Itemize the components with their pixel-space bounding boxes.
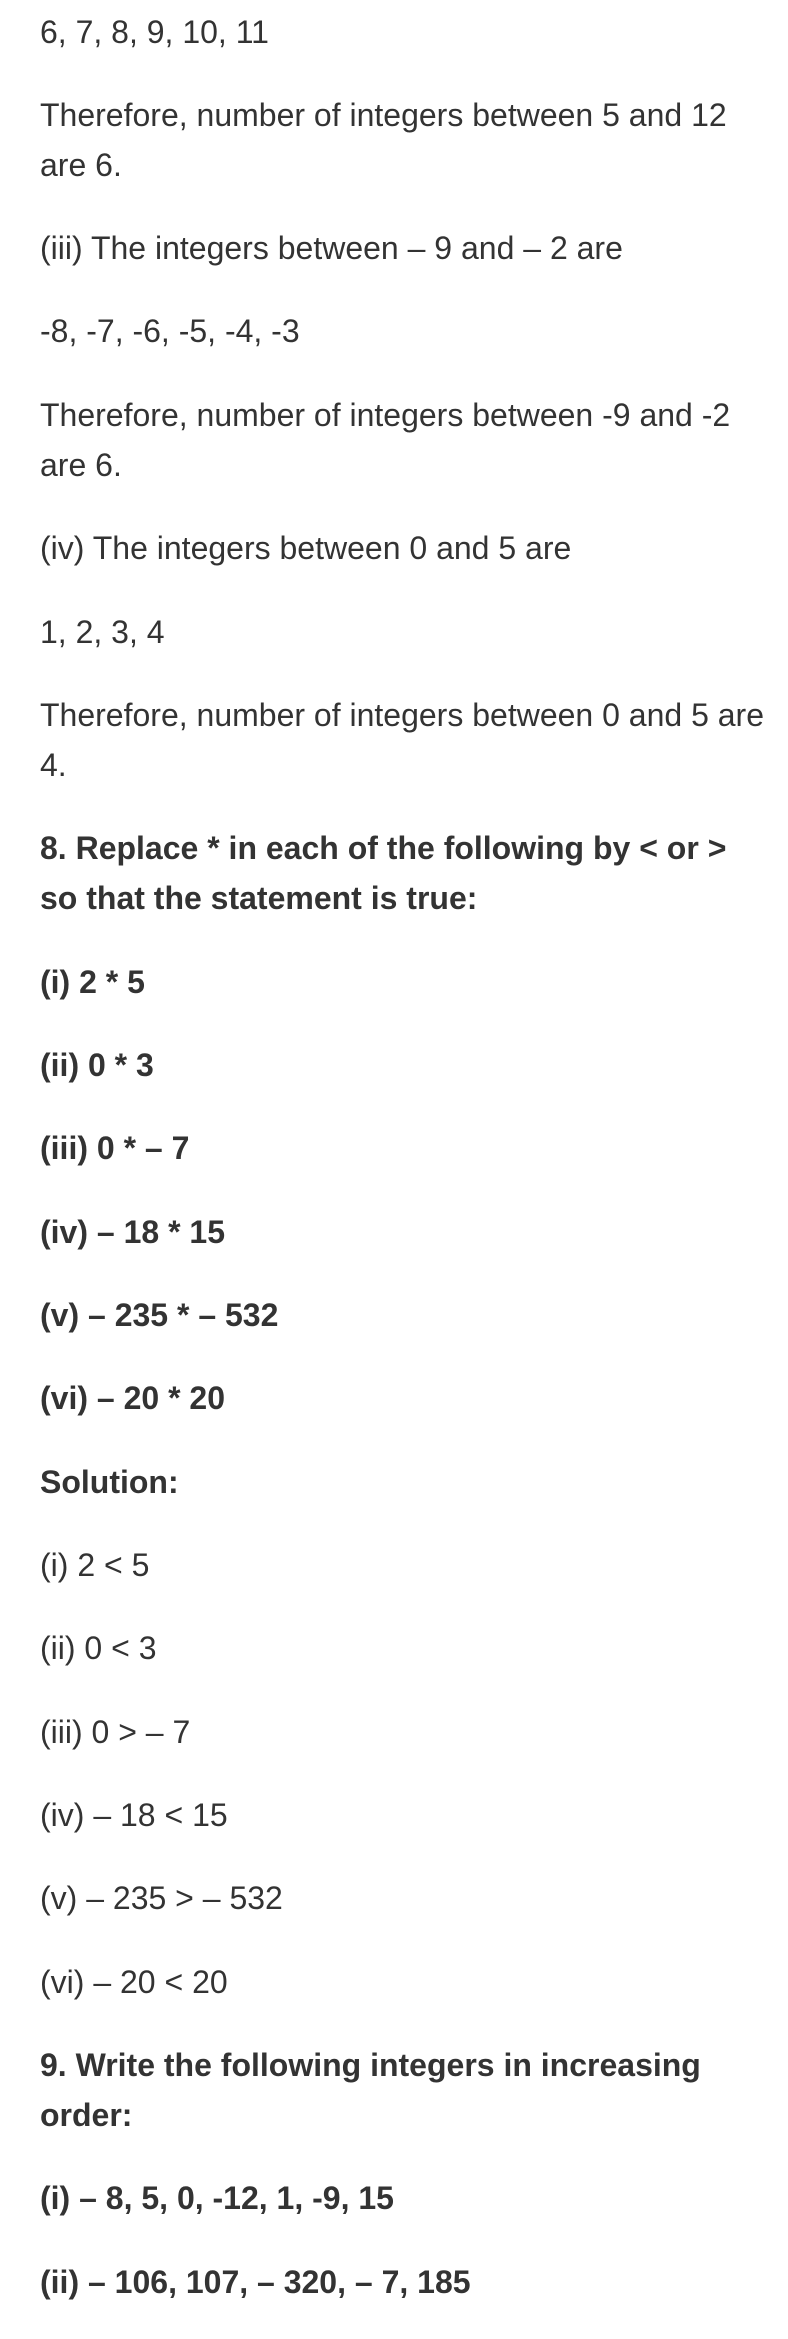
conclusion-5-12: Therefore, number of integers between 5 and 12 are 6. — [40, 97, 727, 183]
answer-list-neg9-neg2: -8, -7, -6, -5, -4, -3 — [40, 313, 300, 349]
conclusion-neg9-neg2: Therefore, number of integers between -9 and -2 are 6. — [40, 397, 731, 483]
question-9-heading: 9. Write the following integers in increasing order: — [40, 2047, 701, 2133]
question-8-item-i: (i) 2 * 5 — [40, 964, 145, 1000]
solution-item-i: (i) 2 < 5 — [40, 1547, 150, 1583]
solution-item-v: (v) – 235 > – 532 — [40, 1880, 283, 1916]
question-8-item-iii: (iii) 0 * – 7 — [40, 1130, 190, 1166]
part-iii-heading: (iii) The integers between – 9 and – 2 are — [40, 230, 623, 266]
solution-item-iii: (iii) 0 > – 7 — [40, 1714, 191, 1750]
conclusion-0-5: Therefore, number of integers between 0 and 5 are 4. — [40, 697, 764, 783]
answer-list-0-5: 1, 2, 3, 4 — [40, 614, 165, 650]
question-8-item-ii: (ii) 0 * 3 — [40, 1047, 154, 1083]
part-iv-heading: (iv) The integers between 0 and 5 are — [40, 530, 572, 566]
solution-item-ii: (ii) 0 < 3 — [40, 1630, 157, 1666]
question-8-item-v: (v) – 235 * – 532 — [40, 1297, 279, 1333]
solution-item-iv: (iv) – 18 < 15 — [40, 1797, 228, 1833]
solution-item-vi: (vi) – 20 < 20 — [40, 1964, 228, 2000]
question-9-item-i: (i) – 8, 5, 0, -12, 1, -9, 15 — [40, 2180, 394, 2216]
solution-heading: Solution: — [40, 1464, 179, 1500]
answer-list-5-12: 6, 7, 8, 9, 10, 11 — [40, 14, 269, 50]
question-8-item-iv: (iv) – 18 * 15 — [40, 1214, 225, 1250]
question-9-item-ii: (ii) – 106, 107, – 320, – 7, 185 — [40, 2264, 471, 2300]
question-8-heading: 8. Replace * in each of the following by < or > so that the statement is true: — [40, 830, 727, 916]
question-8-item-vi: (vi) – 20 * 20 — [40, 1380, 225, 1416]
